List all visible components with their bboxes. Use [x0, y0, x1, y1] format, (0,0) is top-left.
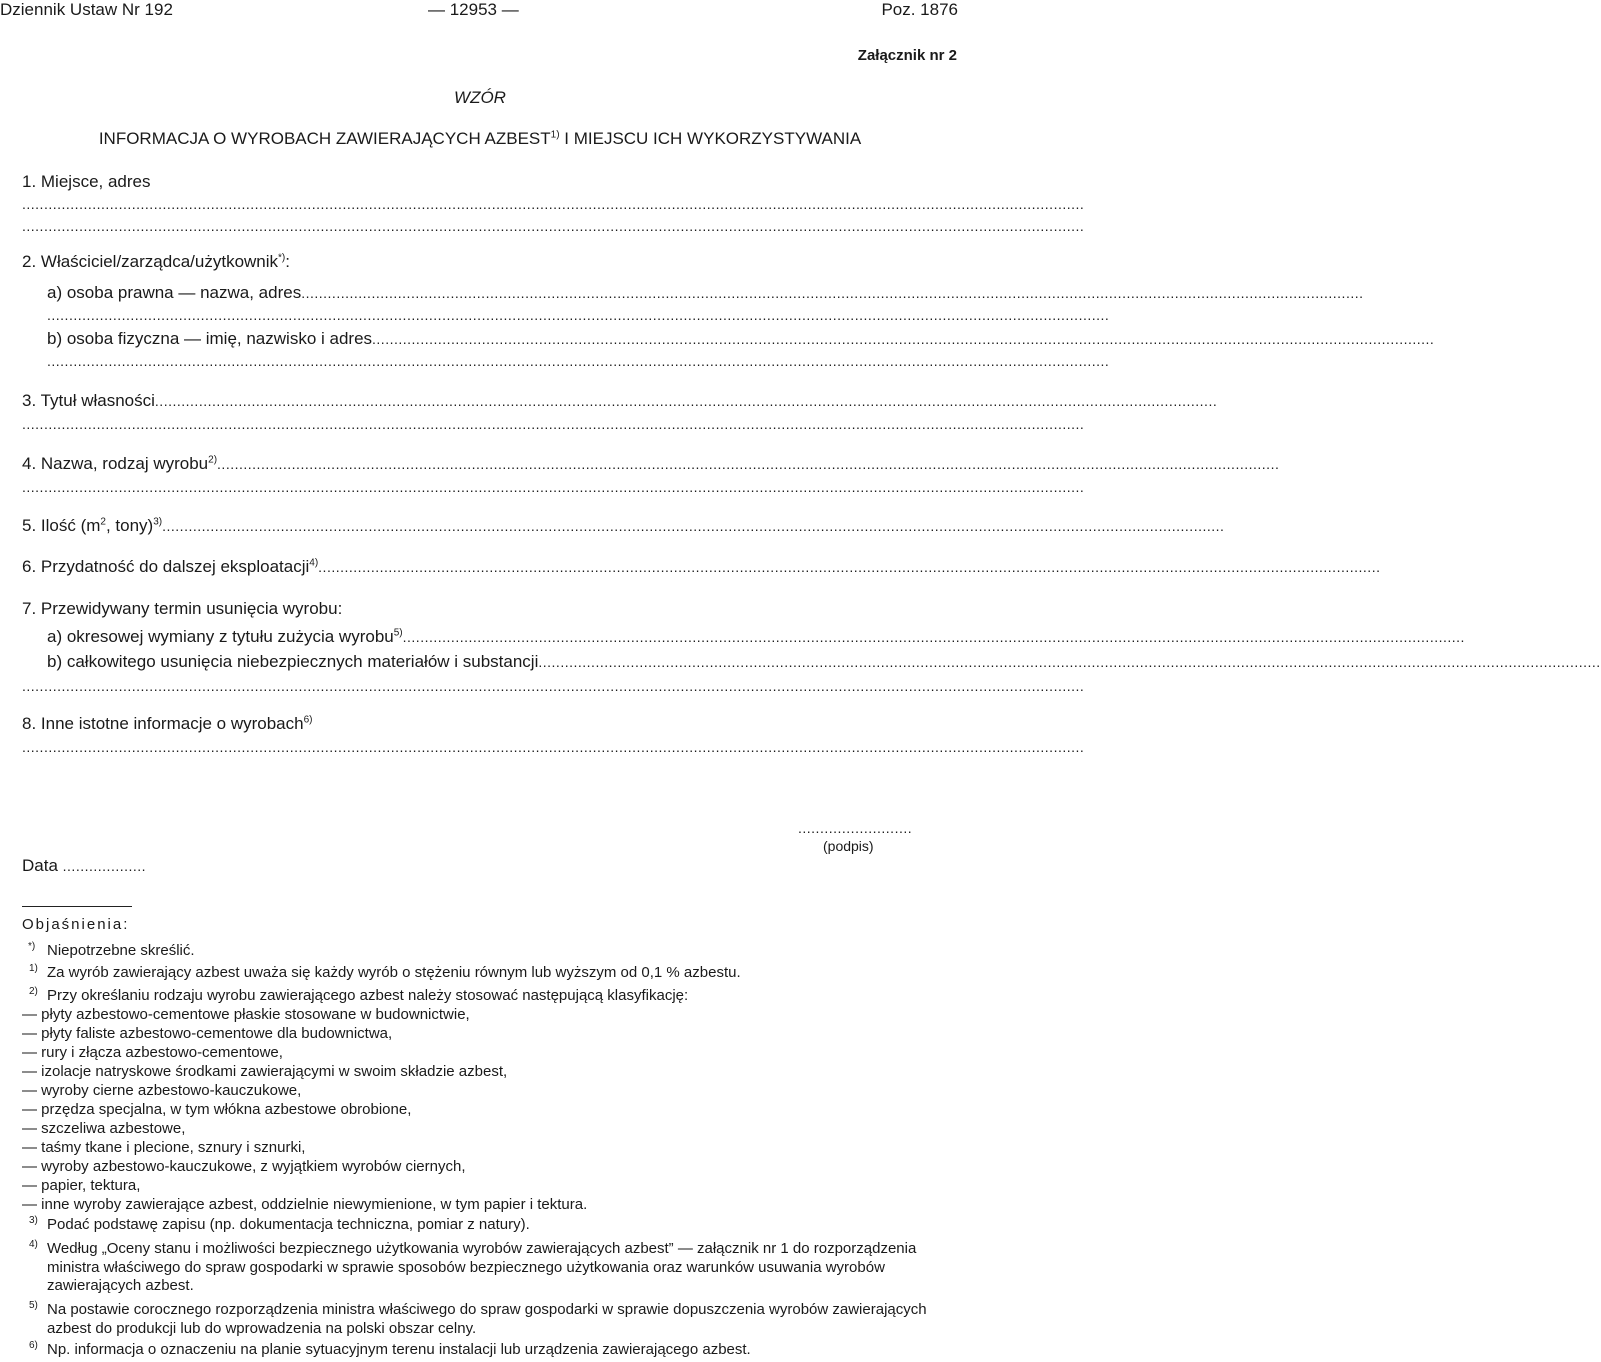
field-other-info: 8. Inne istotne informacje o wyrobach$^{6)}$ [22, 714, 313, 733]
classification-item: — płyty faliste azbestowo-cementowe dla budownictwa, [22, 1025, 393, 1042]
field-product-name[interactable]: 4. Nazwa, rodzaj wyrobu$^{2)}$ .................................................................................................................................................................................................................................................. [22, 454, 1280, 473]
classification-item: — wyroby azbestowo-kauczukowe, z wyjątkiem wyrobów ciernych, [22, 1158, 466, 1175]
fill-line[interactable]: .................................................................................................................................................................................................................................................. [47, 307, 1110, 323]
classification-item: — papier, tektura, [22, 1177, 141, 1194]
date-field[interactable]: Data ................... [22, 856, 147, 875]
classification-item: — taśmy tkane i plecione, sznury i sznurki, [22, 1139, 306, 1156]
footnote-4: 4) Według „Oceny stanu i możliwości bezpiecznego użytkowania wyrobów zawierających azbest” — załącznik nr 1 do rozporządzenia ministra właściwego do spraw gospodarki w sprawie sposobów bezpiecznego użytkowania oraz warunków usuwania wyrobów zawierających azbest. [29, 1239, 917, 1294]
classification-item: — przędza specjalna, w tym włókna azbestowe obrobione, [22, 1101, 412, 1118]
footnote-divider [22, 906, 132, 907]
footnote-6: 6) Np. informacja o oznaczeniu na planie sytuacyjnym terenu instalacji lub urządzenia zawierającego azbest. [29, 1340, 751, 1358]
form-title: INFORMACJA O WYROBACH ZAWIERAJĄCYCH AZBEST$^{1)}$ I MIEJSCU ICH WYKORZYSTYWANIA [98, 129, 862, 148]
field-periodic-replacement[interactable]: a) okresowej wymiany z tytułu zużycia wyrobu$^{5)}$ .................................................................................................................................................................................................................................................. [47, 627, 1465, 646]
classification-item: — inne wyroby zawierające azbest, oddzielnie niewymienione, w tym papier i tektura. [22, 1196, 588, 1213]
fill-line[interactable]: .................................................................................................................................................................................................................................................. [22, 218, 1085, 234]
footnote-3: 3) Podać podstawę zapisu (np. dokumentacja techniczna, pomiar z natury). [29, 1215, 530, 1233]
annex-label: Załącznik nr 2 [857, 47, 957, 64]
field-owner: 2. Właściciel/zarządca/użytkownik*): [22, 252, 290, 271]
field-location: 1. Miejsce, adres [22, 172, 151, 191]
fill-line[interactable]: .................................................................................................................................................................................................................................................. [22, 678, 1085, 694]
signature-line[interactable]: .......................... [798, 820, 913, 836]
fill-line[interactable]: .................................................................................................................................................................................................................................................. [22, 416, 1085, 432]
journal-name: Dziennik Ustaw Nr 192 [0, 0, 173, 19]
field-legal-person[interactable]: a) osoba prawna — nazwa, adres .................................................................................................................................................................................................................................................. [47, 283, 1364, 302]
page-header [0, 0, 960, 24]
classification-item: — płyty azbestowo-cementowe płaskie stosowane w budownictwie, [22, 1006, 470, 1023]
classification-item: — izolacje natryskowe środkami zawierającymi w swoim składzie azbest, [22, 1063, 508, 1080]
footnote-1: 1) Za wyrób zawierający azbest uważa się każdy wyrób o stężeniu równym lub wyższym od 0,1 % azbestu. [29, 963, 741, 981]
fill-line[interactable]: .................................................................................................................................................................................................................................................. [22, 196, 1085, 212]
field-usability[interactable]: 6. Przydatność do dalszej eksploatacji$^{4)}$ .................................................................................................................................................................................................................................................. [22, 557, 1381, 576]
position-number: Poz. 1876 [881, 0, 958, 19]
field-complete-removal[interactable]: b) całkowitego usunięcia niebezpiecznych materiałów i substancji .................................................................................................................................................................................................................................................. [47, 652, 1601, 671]
footnote-5: 5) Na postawie corocznego rozporządzenia ministra właściwego do spraw gospodarki w sprawie dopuszczenia wyrobów zawierających azbest do produkcji lub do wprowadzenia na polski obszar celny. [29, 1300, 927, 1337]
explanations-title: Objaśnienia: [22, 916, 130, 933]
field-quantity[interactable]: 5. Ilość ($m^2$, tony)$^{3)}$ .................................................................................................................................................................................................................................................. [22, 516, 1225, 535]
template-label: WZÓR [454, 88, 506, 107]
field-removal-term: 7. Przewidywany termin usunięcia wyrobu: [22, 599, 343, 618]
field-ownership-title[interactable]: 3. Tytuł własności .................................................................................................................................................................................................................................................. [22, 391, 1218, 410]
fill-line[interactable]: .................................................................................................................................................................................................................................................. [22, 479, 1085, 495]
signature-label: (podpis) [823, 838, 874, 854]
fill-line[interactable]: .................................................................................................................................................................................................................................................. [47, 353, 1110, 369]
classification-item: — rury i złącza azbestowo-cementowe, [22, 1044, 283, 1061]
classification-item: — szczeliwa azbestowe, [22, 1120, 186, 1137]
footnote-2: 2) Przy określaniu rodzaju wyrobu zawierającego azbest należy stosować następującą klasyfikację: [29, 986, 689, 1004]
classification-item: — wyroby cierne azbestowo-kauczukowe, [22, 1082, 302, 1099]
fill-line[interactable]: .................................................................................................................................................................................................................................................. [22, 739, 1085, 755]
field-natural-person[interactable]: b) osoba fizyczna — imię, nazwisko i adres .................................................................................................................................................................................................................................................. [47, 329, 1435, 348]
page-number: — 12953 — [428, 0, 519, 19]
footnote-star: *) Niepotrzebne skreślić. [28, 941, 195, 959]
